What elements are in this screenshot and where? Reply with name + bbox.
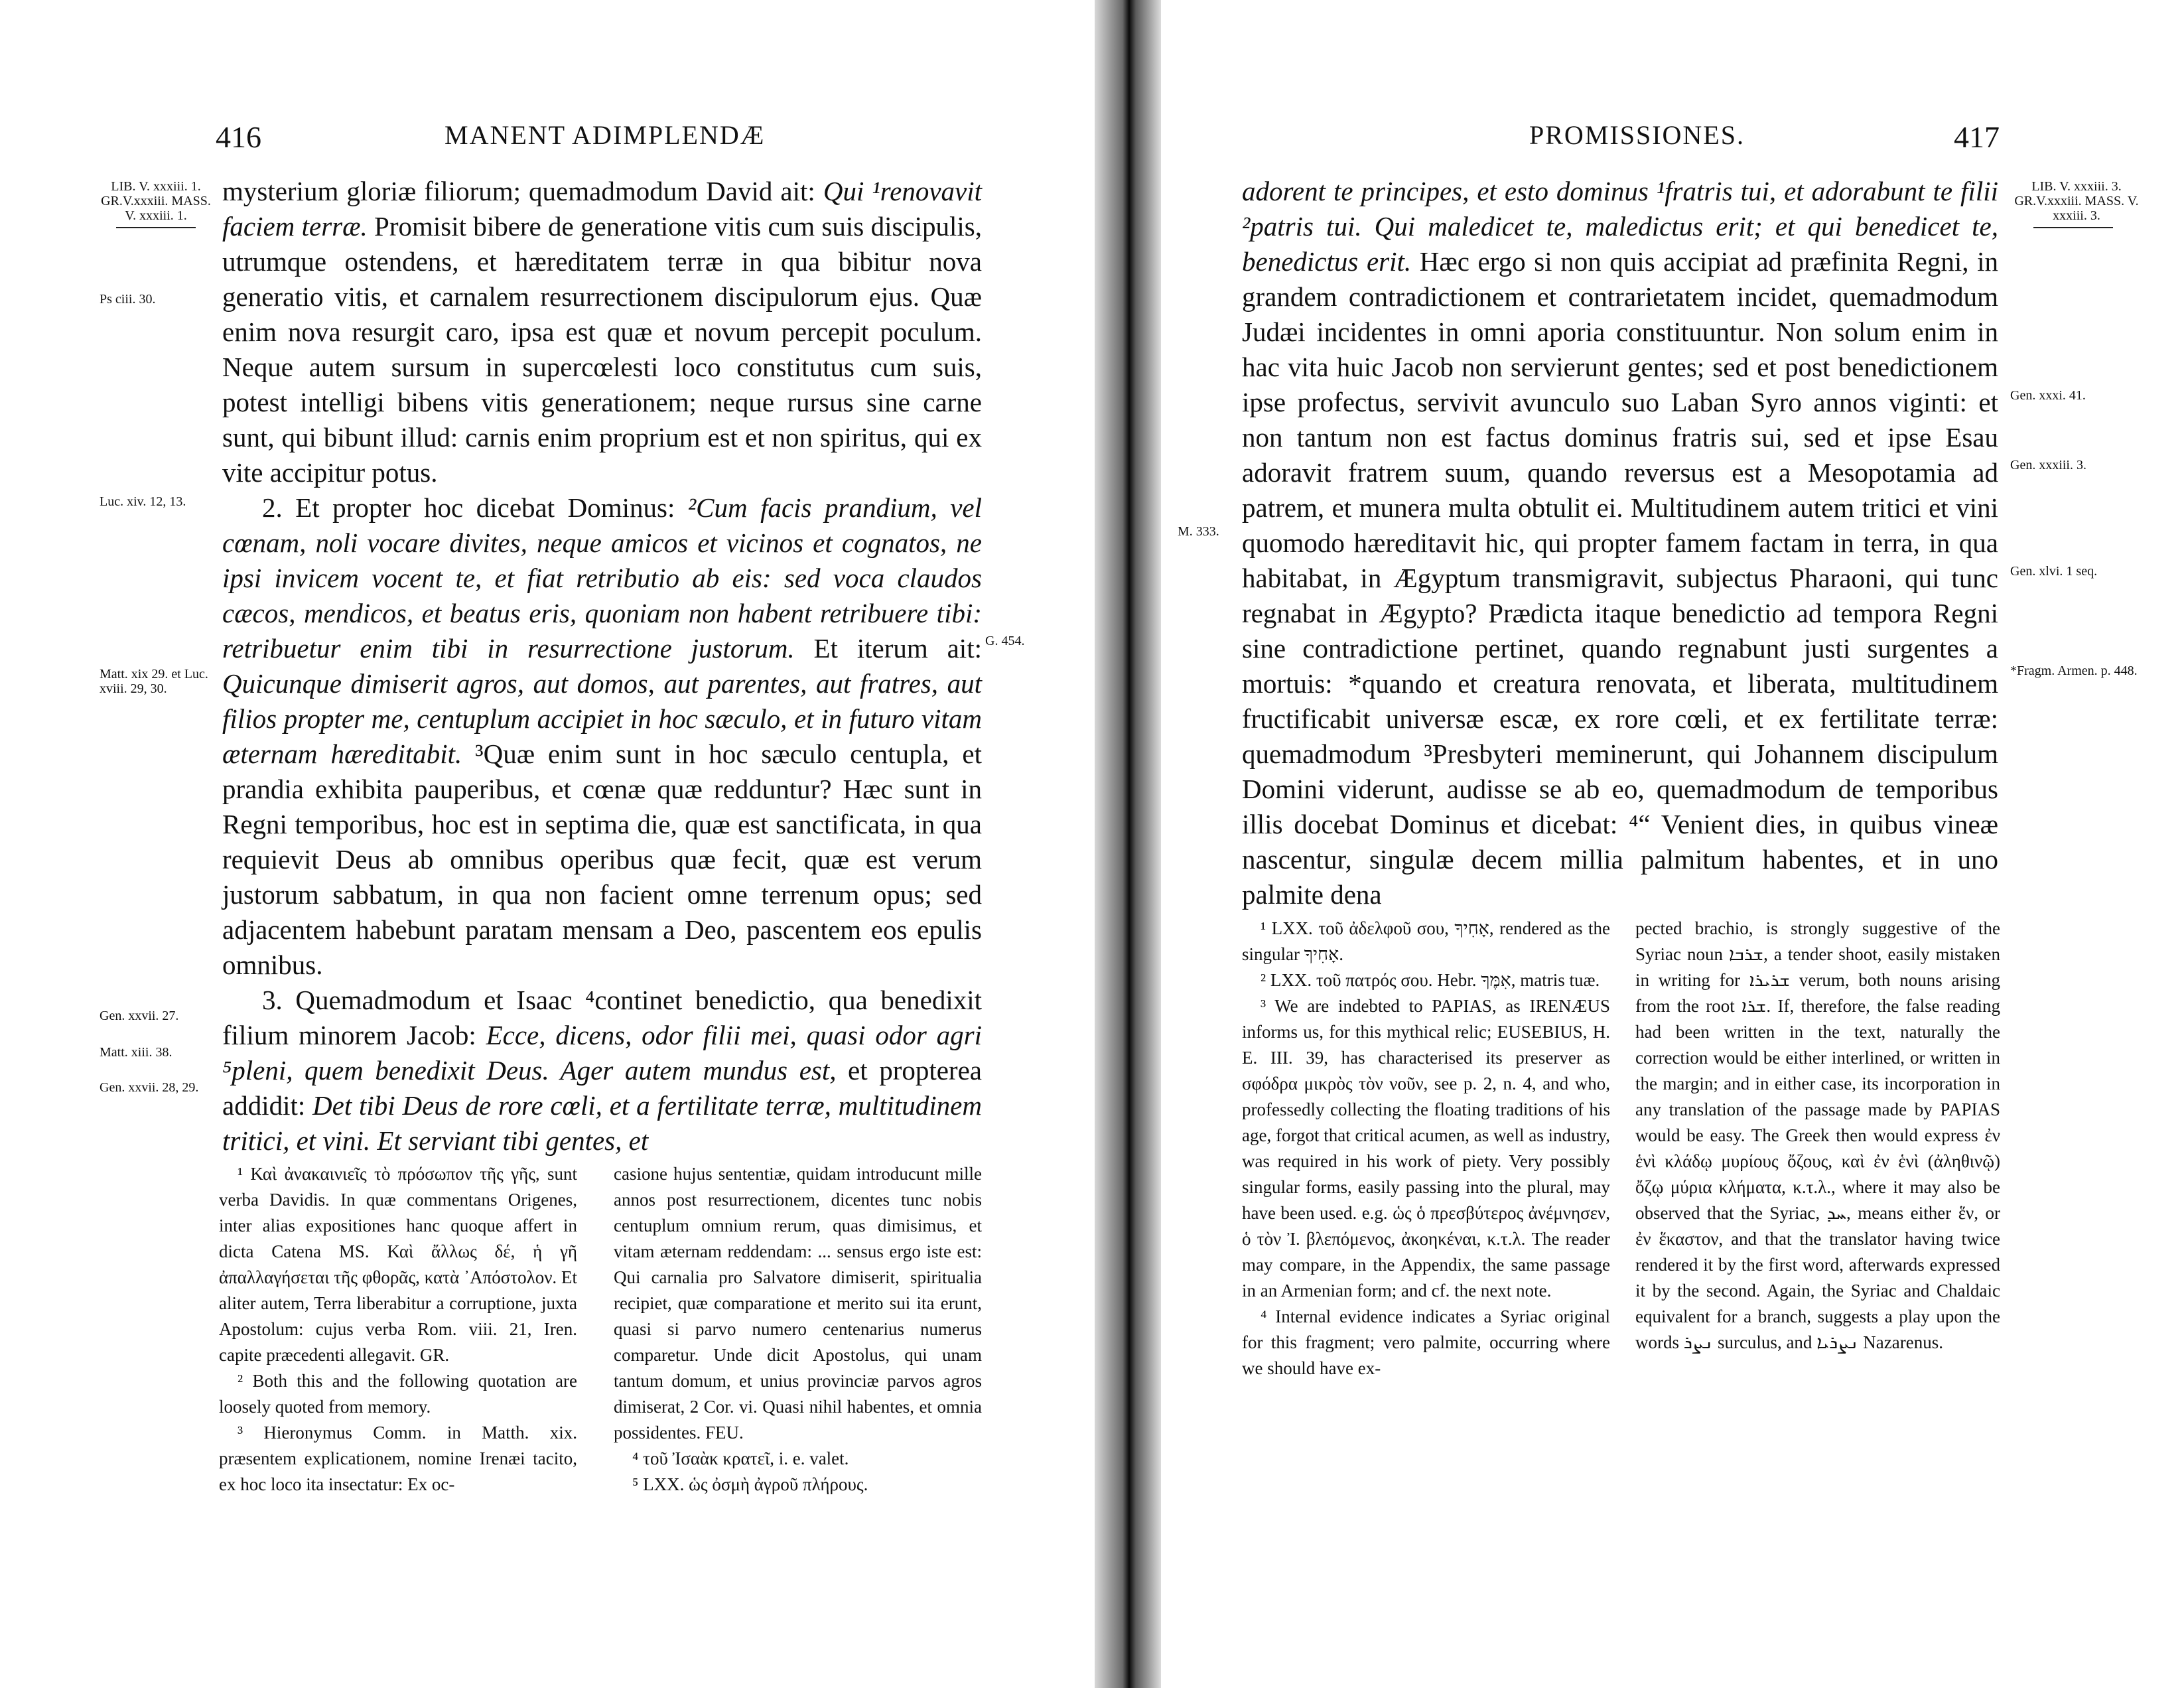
left-main-text (222, 174, 982, 1159)
right-footnotes-col1 (1242, 916, 1610, 1381)
footnote: pected brachio, is strongly suggestive of the Syriac noun ܫܪܒܐ, a tender shoot, easily mistaken in writing for ܫܪܝܪܐ verum, both nouns arising from the root ܫܪܐ. If, therefore, the false reading had been written in the text, naturally the correction would be either interlined, or written in the margin; and in either case, its incorporation in any translation of the passage made by PAPIAS would be easy. The Greek then would express ἐν ἑνὶ κλάδῳ μυρίους ὄζους, καὶ ἐν ἑνὶ (ἀληθινῷ) ὄζῳ μύρια κλήματα, κ.τ.λ., where it may also be observed that the Syriac, ܚܕ, means either ἕν, or ἐν ἕκαστον, and that the translator having twice rendered it by the first word, afterwards expressed it by the second. Again, the Syriac and Chaldaic equivalent for a branch, suggests a play upon the words ܢܨܪ surculus, and ܢܨܪܝܐ Nazarenus. (1635, 918, 2000, 1352)
left-page-number: 416 (216, 120, 261, 154)
footnote: ¹ LXX. τοῦ ἀδελφοῦ σου, אָחִיךָ, rendered as the singular אָחִיךָ. (1242, 918, 1610, 964)
right-page-number: 417 (1954, 120, 2000, 154)
left-footnotes-col2 (614, 1161, 982, 1498)
footnote: ¹ Καὶ ἀνακαινιεῖς τὸ πρόσωπον τῆς γῆς, sunt verba Davidis. In quæ commentans Origenes, inter alias expositiones hanc quoque affert in dicta Catena MS. Καὶ ἄλλως δέ, ἡ γῆ ἀπαλλαγήσεται τῆς φθορᾶς, κατὰ ᾿Απόστολον. Et aliter autem, Terra liberabitur a corruptione, juxta Apostolum: cujus verba Rom. viii. 21, Iren. capite præcedenti allegavit. GR. (219, 1164, 577, 1365)
left-paragraph-3: 3. Quemadmodum et Isaac ⁴continet benedictio, qua benedixit filium minorem Jacob: Ecce, dicens, odor filii mei, quasi odor agri ⁵pleni, quem benedixit Deus. Ager autem mundus est, et propterea addidit: Det tibi Deus de rore cœli, et a fertilitate terræ, multitudinem tritici, et vini. Et serviant tibi gentes, et (222, 985, 983, 1156)
margin-note-ps: Ps ciii. 30. (100, 292, 156, 307)
margin-note-luc: Luc. xiv. 12, 13. (100, 494, 186, 509)
margin-note-gen31: Gen. xxxi. 41. (2010, 388, 2086, 403)
footnote: ² LXX. τοῦ πατρός σου. Hebr. אִמֶּךָ, matris tuæ. (1261, 970, 1600, 990)
right-footnotes-col2 (1635, 916, 2000, 1356)
margin-note-gen46: Gen. xlvi. 1 seq. (2010, 564, 2098, 579)
left-paragraph-2: 2. Et propter hoc dicebat Dominus: ²Cum facis prandium, vel cœnam, noli vocare divites, neque amicos et vicinos et cognatos, ne ipsi invicem vocent te, et fiat retributio ab eis: sed voca claudos cæcos, mendicos, et beatus eris, quoniam non habent retribuere tibi: retribuetur enim tibi in resurrectione justorum. Et iterum ait: Quicunque dimiserit agros, aut domos, aut parentes, aut fratres, aut filios propter me, centuplum accipiet in hoc sæculo, et in futuro vitam æternam hæreditabit. ³Quæ enim sunt in hoc sæculo centupla, et prandia exhibita pauperibus, et cœnæ quæ redduntur? Hæc sunt in Regni temporibus, hoc est in septima die, quæ est sanctificata, in qua requievit Deus ab omnibus operibus quæ fecit, quæ est verum justorum sabbatum, in qua non facient omne terrenum opus; sed adjacentem habebunt paratam mensam a Deo, pascentem eos epulis omnibus. (222, 492, 982, 980)
margin-note-fragm: *Fragm. Armen. p. 448. (2010, 664, 2138, 678)
margin-note-gen2829: Gen. xxvii. 28, 29. (100, 1080, 199, 1095)
margin-note-gen33: Gen. xxxiii. 3. (2010, 458, 2086, 472)
footnote: ⁴ Internal evidence indicates a Syriac original for this fragment; vero palmite, occurring where we should have ex- (1242, 1306, 1610, 1378)
margin-note-matt13: Matt. xiii. 38. (100, 1045, 172, 1060)
footnote: ⁵ LXX. ὡς ὀσμὴ ἀγροῦ πλήρους. (632, 1474, 868, 1494)
left-paragraph-1: mysterium gloriæ filiorum; quemadmodum David ait: Qui ¹renovavit faciem terræ. Promisit bibere de generatione vitis cum suis discipulis, utrumque ostendens, et hæreditatem terræ in qua bibitur nova generatio vitis, et carnalem resurrectionem discipulorum ejus. Quæ enim nova resurgit caro, ipsa est quæ et novum percepit poculum. Neque autem sursum in supercœlesti loco constitutus cum suis, potest intelligi bibens vitis generationem; neque rursus sine carne sunt, qui bibunt illud: carnis enim proprium est et non spiritus, qui ex vite accipitur potus. (222, 176, 982, 488)
margin-note-gen27: Gen. xxvii. 27. (100, 1009, 179, 1023)
margin-note-lib: LIB. V. xxxiii. 1. GR.V.xxxiii. MASS. V. xxxiii. 1. (100, 179, 212, 228)
footnote: ³ Hieronymus Comm. in Matth. xix. præsentem explicationem, nomine Irenæi tacito, ex hoc loco ita insectatur: Ex oc- (219, 1423, 577, 1494)
margin-note-matt19: Matt. xix 29. et Luc. xviii. 29, 30. (100, 667, 208, 696)
right-page (1161, 0, 2184, 1688)
margin-note-m333: M. 333. (1178, 524, 1219, 539)
footnote: ⁴ τοῦ Ἰσαὰκ κρατεῖ, i. e. valet. (632, 1448, 849, 1468)
right-running-head: PROMISSIONES. (1529, 120, 1745, 150)
margin-note-lib-right: LIB. V. xxxiii. 3. GR.V.xxxiii. MASS. V. xxxiii. 3. (2010, 179, 2143, 228)
left-running-head: MANENT ADIMPLENDÆ (444, 120, 766, 150)
margin-note-g454: G. 454. (985, 634, 1025, 648)
right-main-text (1242, 174, 1998, 912)
footnote: ³ We are indebted to PAPIAS, as IRENÆUS informs us, for this mythical relic; EUSEBIUS, H. E. III. 39, has characterised its preserver as σφόδρα μικρὸς τὸν νοῦν, see p. 2, n. 4, and who, professedly collecting the floating traditions of his age, forgot that critical acumen, as well as industry, was required in his work of piety. Very possibly singular forms, easily passing into the plural, may have been used. e.g. ὡς ὁ πρεσβύτερος ἀνέμνησεν, ὁ τὸν Ἰ. βλεπόμενος, ἀκοηκέναι, κ.τ.λ. The reader may compare, in the Appendix, the same passage in an Armenian form; and cf. the next note. (1242, 996, 1610, 1301)
footnote: casione hujus sententiæ, quidam introducunt mille annos post resurrectionem, dicentes tunc nobis centuplum omnium rerum, quas dimisimus, et vitam æternam reddendam: ... sensus ergo iste est: Qui carnalia pro Salvatore dimiserit, spiritualia recipiet, quæ comparatione et merito sui ita erunt, quasi si parvo numero centenarius numerus comparetur. Unde dicit Apostolus, qui unam tantum domum, et unius provinciæ parvos agros dimiserat, 2 Cor. vi. Quasi nihil habentes, et omnia possidentes. FEU. (614, 1164, 982, 1442)
book-gutter (1095, 0, 1161, 1688)
right-paragraph-1: adorent te principes, et esto dominus ¹fratris tui, et adorabunt te filii ²patris tui. Qui maledicet te, maledictus erit; et qui benedicet te, benedictus erit. Hæc ergo si non quis accipiat ad præfinita Regni, in grandem contradictionem et contrarietatem incidet, quemadmodum Judæi incidentes in omni aporia constituuntur. Non solum enim in hac vita huic Jacob non servierunt gentes; sed et post benedictionem ipse profectus, servivit avunculo suo Laban Syro annos viginti: et non tantum non est factus dominus fratris sui, sed et ipse Esau adoravit fratrem suum, quando reversus est a Mesopotamia ad patrem, et munera multa obtulit ei. Multitudinem autem tritici et vini quomodo hæreditavit hic, qui propter famem factam in terra, in qua habitabat, in Ægyptum transmigravit, subjectus Pharaoni, qui tunc regnabat in Ægypto? Prædicta itaque benedictio ad tempora Regni sine contradictione pertinet, quando regnabunt justi surgentes a mortuis: *quando et creatura renovata, et liberata, multitudinem fructificabit universæ escæ, ex rore cœli, et ex fertilitate terræ: quemadmodum ³Presbyteri meminerunt, qui Johannem discipulum Domini viderunt, audisse se ab eo, quemadmodum de temporibus illis docebat Dominus et dicebat: ⁴“ Venient dies, in quibus vineæ nascentur, singulæ decem millia palmitum habentes, et in uno palmite dena (1242, 176, 1998, 910)
footnote: ² Both this and the following quotation are loosely quoted from memory. (219, 1371, 577, 1417)
left-footnotes-col1 (219, 1161, 577, 1498)
